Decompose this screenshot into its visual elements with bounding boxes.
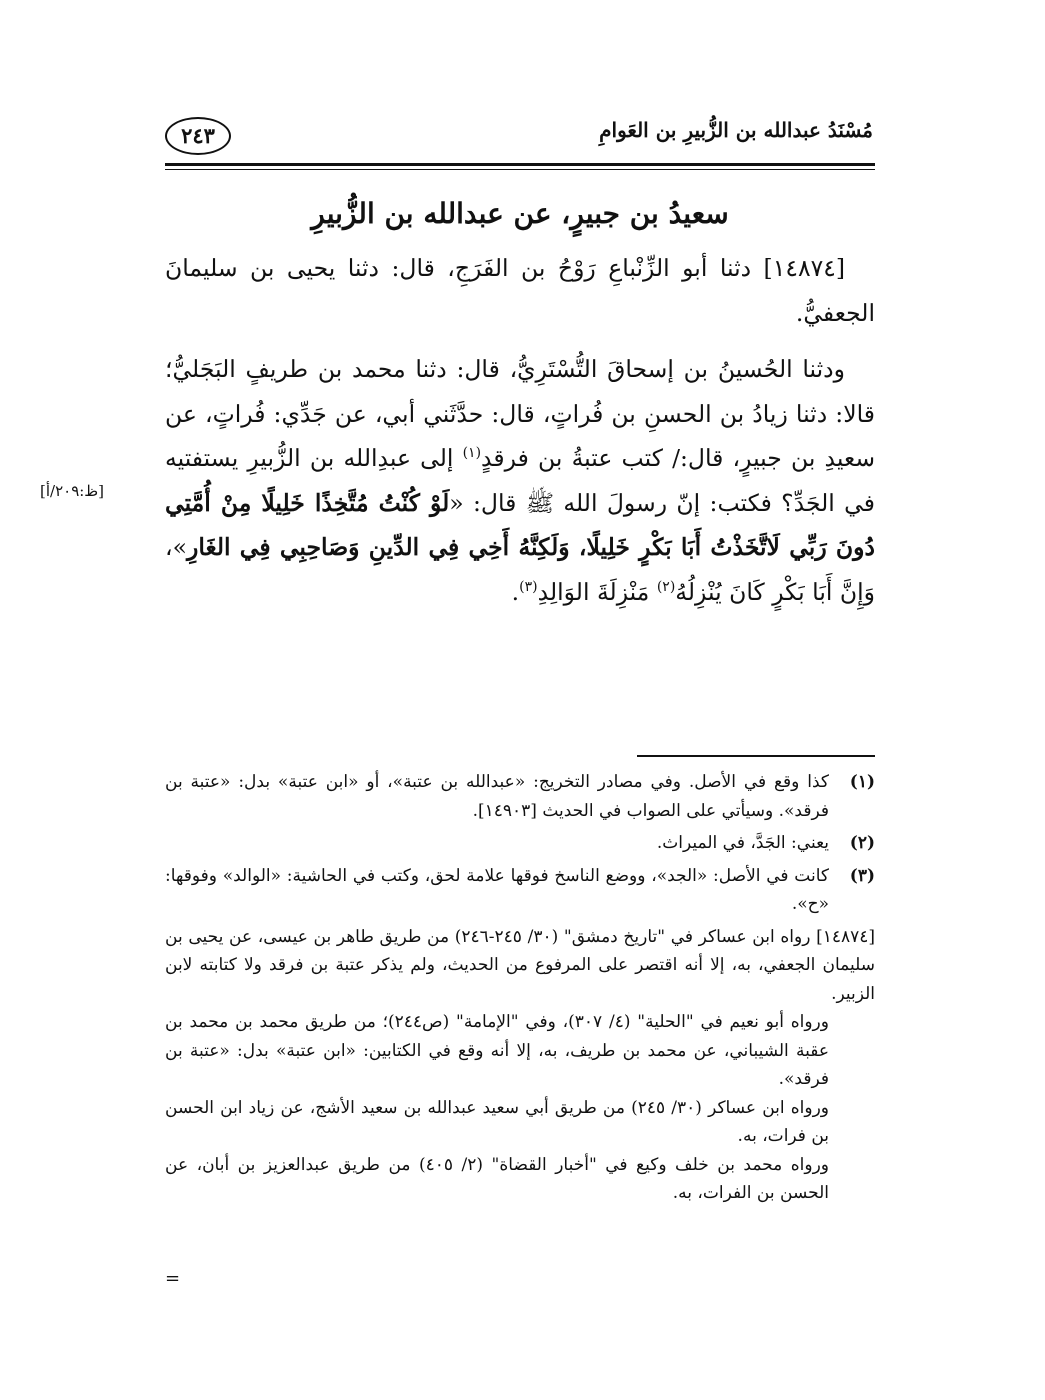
page-number: ٢٤٣	[165, 117, 231, 155]
header-rule-thin	[165, 169, 875, 170]
takhrij-abu-nuaym: ورواه أبو نعيم في "الحلية" (٤/ ٣٠٧)، وفي "الإمامة" (ص٢٤٤)؛ من طريق محمد بن محمد بن عقبة الشيباني، عن محمد بن طريف، به، إلا أنه وقع في الكتابين: «ابن عتبة» بدل: «عتبة بن فرقد».	[165, 1012, 829, 1089]
footnote-3	[165, 862, 875, 919]
footnote-2	[165, 829, 875, 858]
footnote-text: كانت في الأصل: «الجد»، ووضع الناسخ فوقها علامة لحق، وكتب في الحاشية: «الوالد» وفوقها: «ح».	[165, 865, 829, 914]
continuation-mark: =	[165, 1268, 181, 1289]
isnad-text: ودثنا الحُسينُ بن إسحاقَ التُّسْتَرِيُّ، قال: دثنا محمد بن طريفٍ البَجَليُّ؛ قالا: دثنا زيادُ بن الحسنِ بن فُراتٍ، قال: حدَّثَني أبي، عن جَدِّي: فُراتٍ، عن سعيدِ بن جبيرٍ، قال:/ كتب عتبةُ بن فرقدٍ	[165, 355, 876, 472]
header-rule-thick	[165, 163, 875, 166]
footnote-number: (١)	[849, 772, 875, 792]
manuscript-folio-note: [ظ:٢٠٩/أ]	[40, 482, 105, 500]
footnote-ref-3: (٣)	[519, 578, 538, 595]
hadith-isnad-1: [١٤٨٧٤] دثنا أبو الزِّنْباعِ رَوْحُ بن الفَرَجِ، قال: دثنا يحيى بن سليمانَ الجعفيُّ.	[165, 254, 875, 327]
matn-end: مَنْزِلَةَ الوَالِدِ	[537, 577, 657, 606]
footnote-1	[165, 768, 875, 825]
matn-period: .	[511, 577, 520, 606]
footnote-text: كذا وقع في الأصل. وفي مصادر التخريج: «عبدالله بن عتبة»، أو «ابن عتبة» بدل: «عتبة بن فرقد». وسيأتي على الصواب في الحديث [١٤٩٠٣].	[165, 772, 829, 821]
matn-continued: »، وَإِنَّ أَبَا بَكْرٍ كَانَ يُنْزِلُهُ	[165, 533, 875, 606]
takhrij-continued	[165, 1008, 875, 1208]
takhrij-ibn-asakir: ورواه ابن عساكر (٣٠/ ٢٤٥) من طريق أبي سعيد عبدالله بن سعيد الأشج، عن زياد ابن الحسن بن فرات، به.	[165, 1097, 829, 1146]
footnote-text: يعني: الجَدَّ، في الميراث.	[656, 833, 829, 853]
hadith-isnad-2	[165, 347, 875, 614]
main-text	[165, 192, 875, 614]
hadith-matn: لَوْ كُنْتُ مُتَّخِذًا خَلِيلًا مِنْ أُمَّتِي دُونَ رَبِّي لَاتَّخَذْتُ أَبَا بَكْرٍ خَلِيلًا، وَلَكِنَّهُ أَخِي فِي الدِّينِ وَصَاحِبِي فِي الغَارِ	[165, 488, 875, 561]
takhrij-main: [١٤٨٧٤] رواه ابن عساكر في "تاريخ دمشق" (٣٠/ ٢٤٥-٢٤٦) من طريق طاهر بن عيسى، عن يحيى بن سليمان الجعفي، به، إلا أنه اقتصر على المرفوع من الحديث، ولم يذكر عتبة بن فرقد ولا كتابته لابن الزبير.	[165, 926, 875, 1004]
footnote-separator	[637, 755, 875, 757]
takhrij-waki: ورواه محمد بن خلف وكيع في "أخبار القضاة" (٢/ ٤٠٥) من طريق عبدالعزيز بن أبان، عن الحسن بن الفرات، به.	[165, 1154, 830, 1203]
section-title: سعيدُ بن جبيرٍ، عن عبدالله بن الزُّبيرِ	[311, 197, 729, 230]
footnote-number: (٢)	[849, 833, 875, 853]
footnote-ref-1: (١)	[462, 445, 482, 462]
running-head: مُسْنَدُ عبدالله بن الزُّبيرِ بن العَوامِ	[599, 118, 873, 142]
footnote-number: (٣)	[849, 865, 875, 886]
footnote-ref-2: (٢)	[656, 578, 676, 595]
isnad-text-continued: إلى عبدِالله بن الزُّبيرِ يستفتيه في الجَدِّ؟ فكتب: إنّ رسولَ الله ﷺ قال: «	[165, 444, 875, 517]
footnotes	[165, 768, 875, 1208]
